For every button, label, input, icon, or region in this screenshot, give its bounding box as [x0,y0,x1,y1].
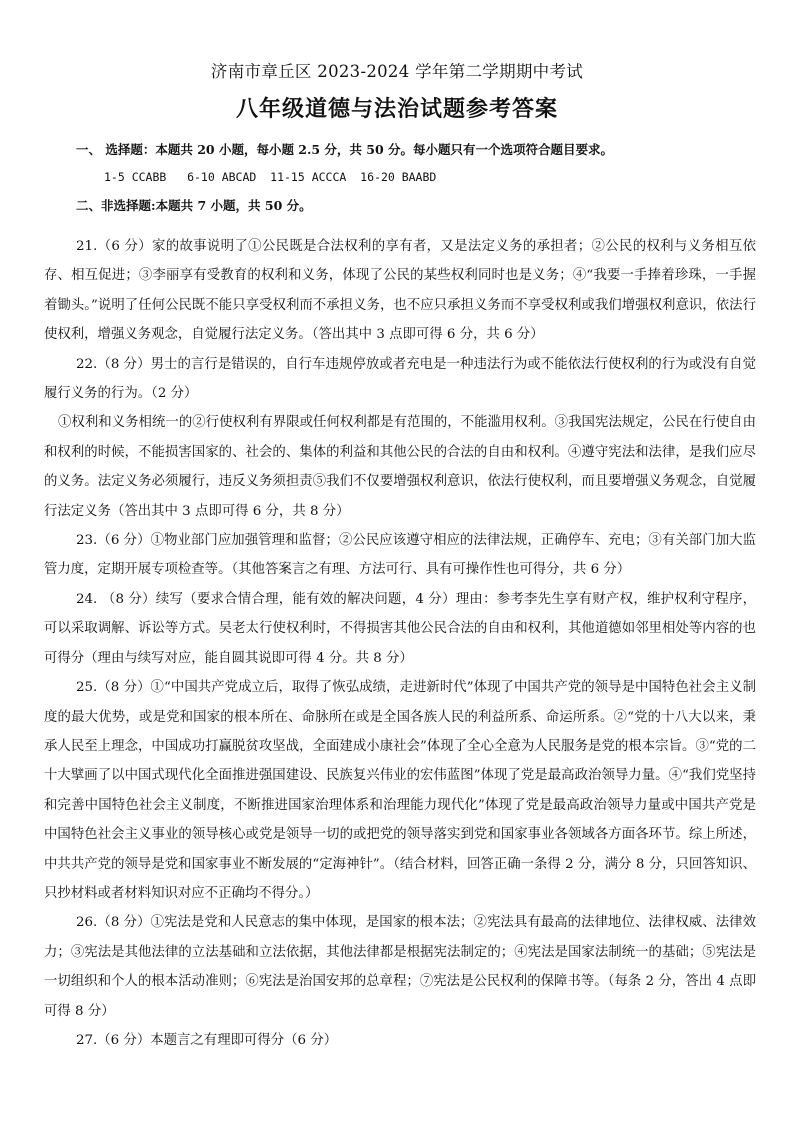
answer-body [44,232,756,1055]
exam-title: 济南市章丘区 2023-2024 学年第二学期期中考试 [210,62,584,81]
question-25-answer: 25.（8 分）①“中国共产党成立后，取得了恢弘成绩，走进新时代”体现了中国共产党的领导是中国特色社会主义制度的最大优势，或是党和国家的根本所在、命脉所在或是全国各族人民的利益所系、命运所系。②“党的十八大以来，秉承人民至上理念，中国成功打赢脱贫攻坚战，全面建成小康社会”体现了全心全意为人民服务是党的根本宗旨。③“党的二十大擘画了以中国式现代化全面推进强国建设、民族复兴伟业的宏伟蓝图”体现了党是最高政治领导力量。④“我们党坚持和完善中国特色社会主义制度，不断推进国家治理体系和治理能力现代化”体现了党是最高政治领导力量或中国共产党是中国特色社会主义事业的领导核心或党是领导一切的或把党的领导落实到党和国家事业各领域各方面各环节。综上所述，中共共产党的领导是党和国家事业不断发展的“定海神针”。（结合材料，回答正确一条得 2 分，满分 8 分，只回答知识、只抄材料或者材料知识对应不正确均不得分。） [44,680,756,901]
question-26-answer: 26.（8 分）①宪法是党和人民意志的集中体现，是国家的根本法；②宪法具有最高的法律地位、法律权威、法律效力；③宪法是其他法律的立法基础和立法依据，其他法律都是根据宪法制定的；④宪法是国家法制统一的基础；⑤宪法是一切组织和个人的根本活动准则；⑥宪法是治国安邦的总章程；⑦宪法是公民权利的保障书等。（每条 2 分，答出 4 点即可得 8 分） [44,915,756,1019]
question-27-answer: 27.（6 分）本题言之有理即可得分（6 分） [76,1032,338,1048]
question-24-answer: 24. （8 分）续写（要求合情合理，能有效的解决问题，4 分）理由：参考李先生享有财产权，维护权利守程序，可以采取调解、诉讼等方式。吴老太行使权利时，不得损害其他公民合法的自由和权利，其他道德如邻里相处等内容的也可得分（理由与续写对应，能自圆其说即可得 4 分。共 8 分） [44,591,756,666]
question-22-reasons: ①权利和义务相统一的②行使权利有界限或任何权利都是有范围的，不能滥用权利。③我国宪法规定，公民在行使自由和权利的时候，不能损害国家的、社会的、集体的利益和其他公民的合法的自由和权利。④遵守宪法和法律，是我们应尽的义务。法定义务必须履行，违反义务须担责⑤我们不仅要增强权利意识，依法行使权利，而且要增强义务观念，自觉履行法定义务（答出其中 3 点即可得 6 分，共 8 分） [44,415,756,519]
question-22-answer: 22.（8 分）男士的言行是错误的，自行车违规停放或者充电是一种违法行为或不能依法行使权利的行为或没有自觉履行义务的行为。（2 分） [44,356,756,402]
document-subtitle: 八年级道德与法治试题参考答案 [235,96,558,122]
section-two-heading: 二、非选择题:本题共 7 小题，共 50 分。 [76,198,312,213]
multiple-choice-answers: 1-5 CCABB 6-10 ABCAD 11-15 ACCCA 16-20 BAABD [104,170,437,184]
question-21-answer: 21.（6 分）家的故事说明了①公民既是合法权利的享有者，又是法定义务的承担者；②公民的权利与义务相互依存、相互促进；③李丽享有受教育的权利和义务，体现了公民的某些权利同时也是义务；④“我要一手捧着珍珠，一手握着锄头。”说明了任何公民既不能只享受权利而不承担义务，也不应只承担义务而不享受权利或我们增强权利意识，依法行使权利，增强义务观念，自觉履行法定义务。（答出其中 3 点即可得 6 分，共 6 分） [44,239,756,343]
question-23-answer: 23.（6 分）①物业部门应加强管理和监督；②公民应该遵守相应的法律法规，正确停车、充电；③有关部门加大监管力度，定期开展专项检查等。（其他答案言之有理、方法可行、具有可操作性也可得分，共 6 分） [44,533,756,578]
section-one-heading: 一、 选择题：本题共 20 小题，每小题 2.5 分，共 50 分。每小题只有一个选项符合题目要求。 [76,142,614,157]
